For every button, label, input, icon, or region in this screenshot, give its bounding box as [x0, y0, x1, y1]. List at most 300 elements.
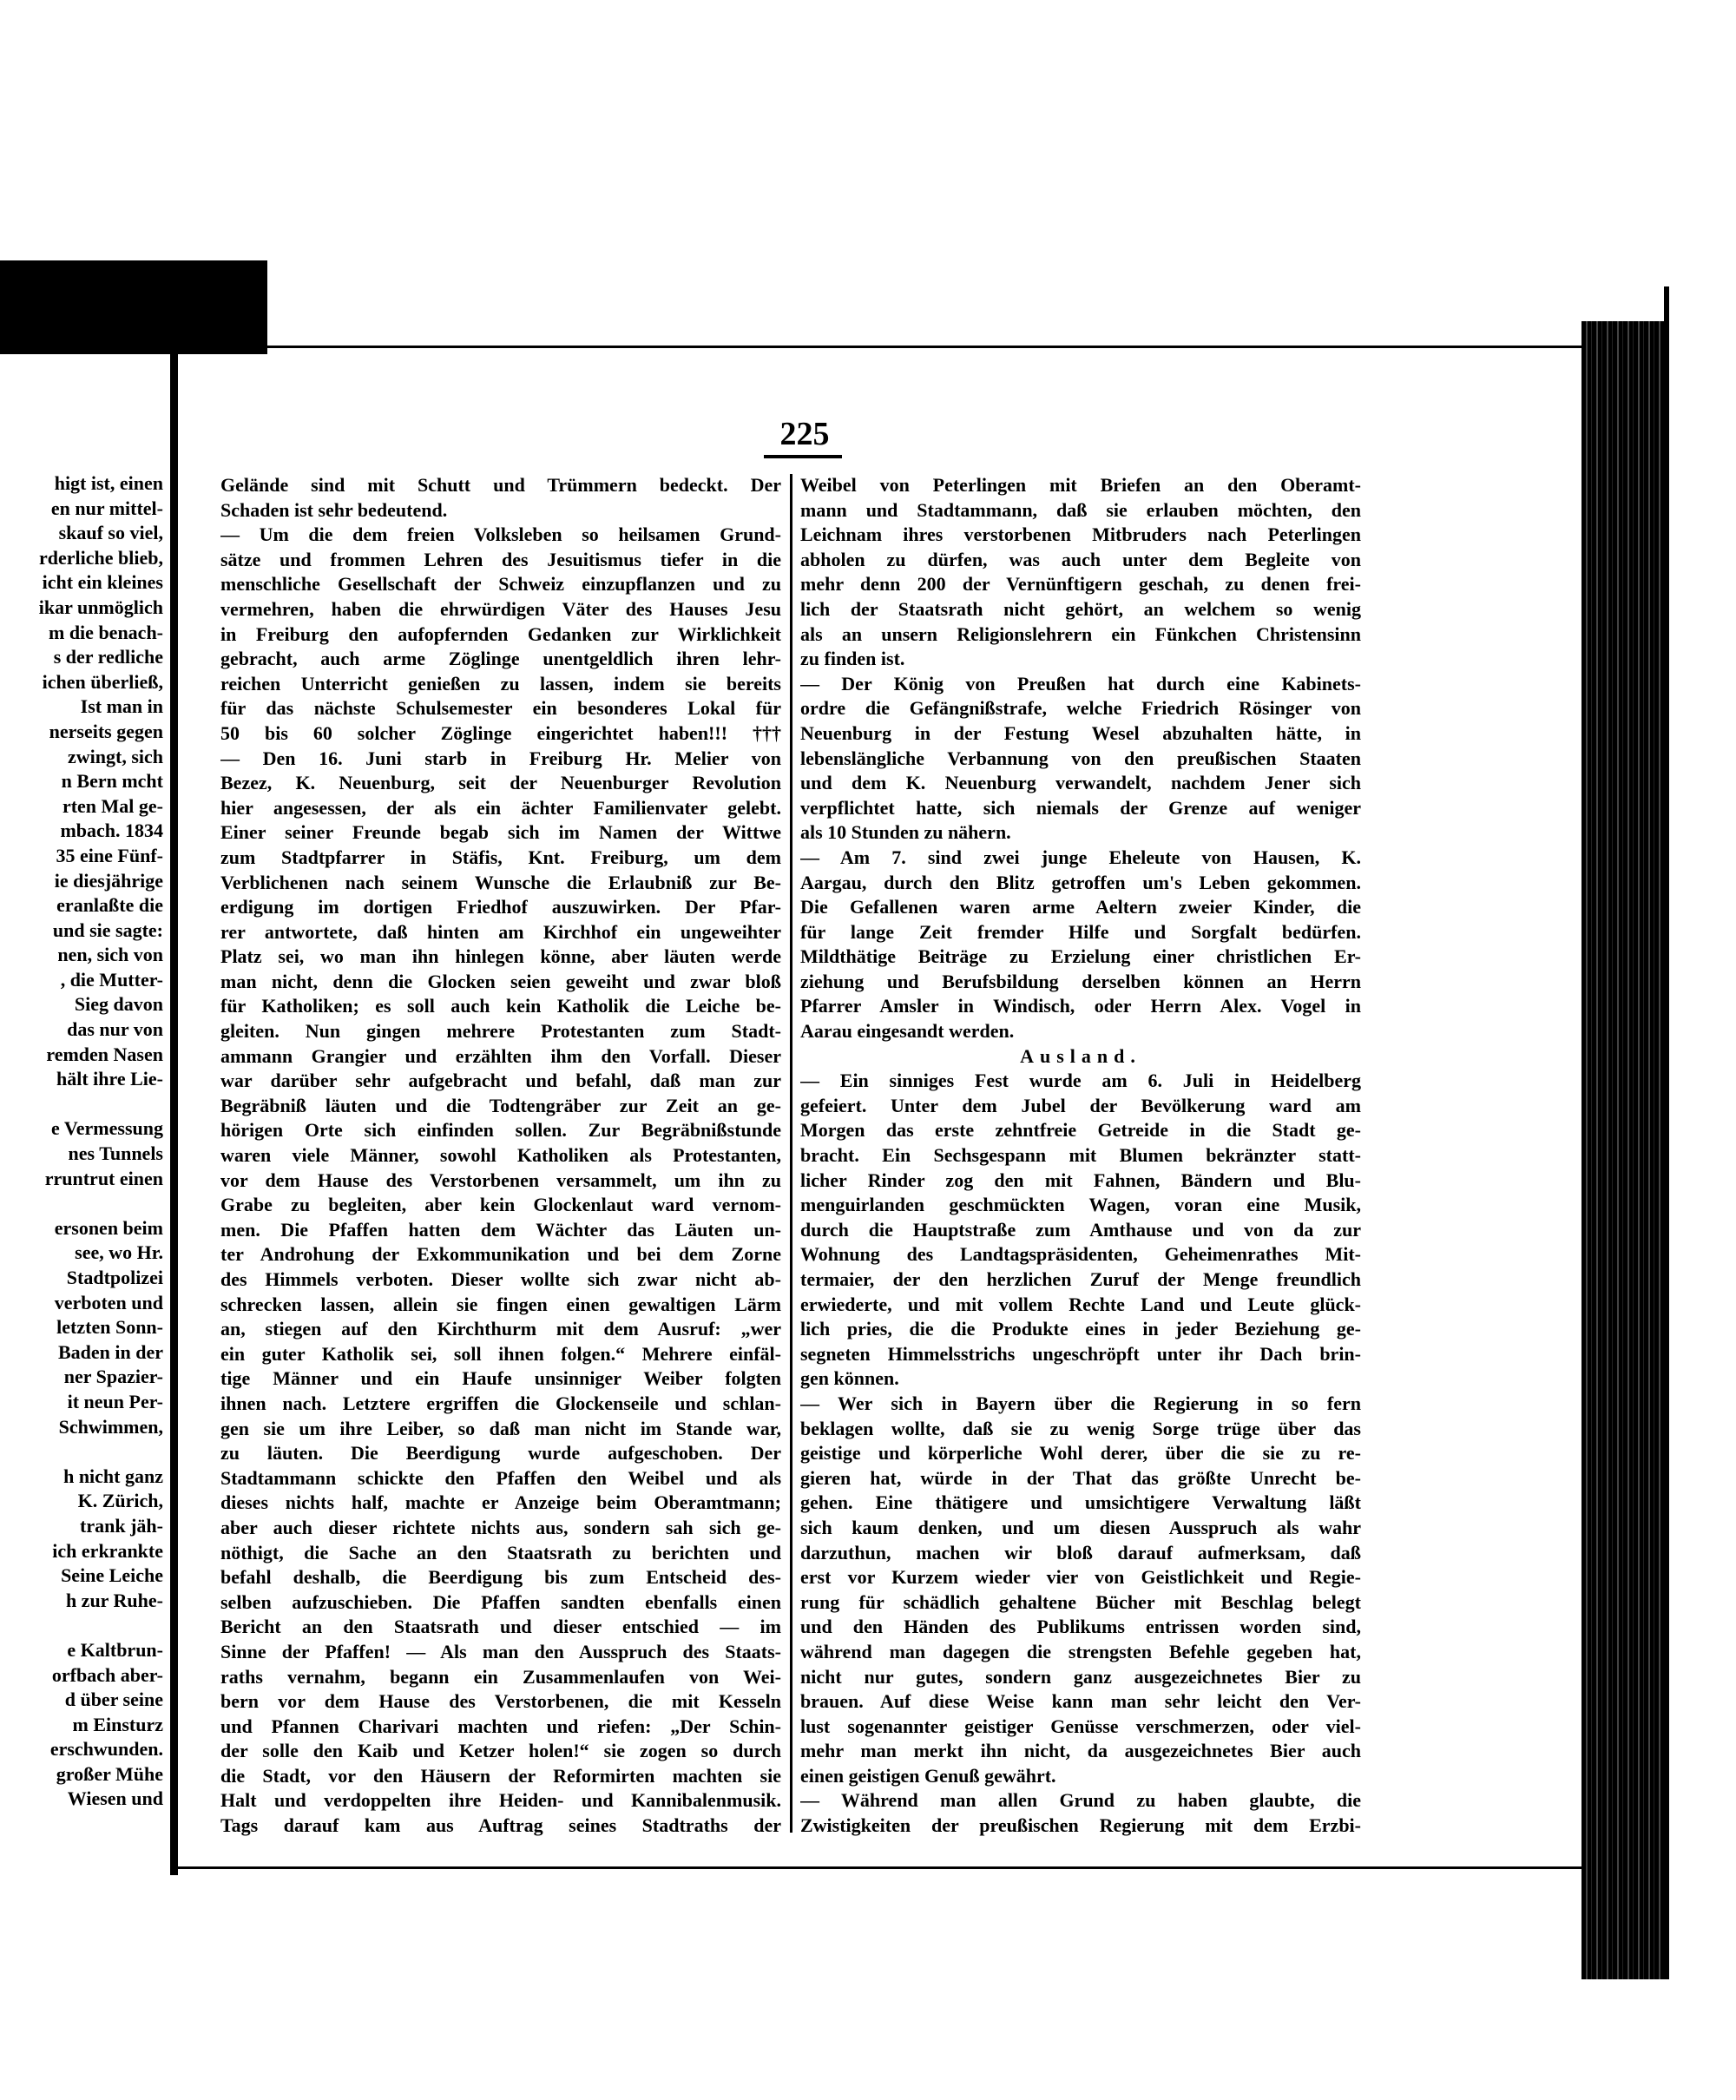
text-line [800, 1739, 1361, 1764]
text-line-text: — Der König von Preußen hat durch eine Kabinets- [800, 672, 1361, 695]
text-line-text: Einer seiner Freunde begab sich im Namen der Wittwe [220, 821, 781, 844]
left-page-text-line [0, 968, 163, 993]
left-page-text-line [0, 1266, 163, 1291]
text-line [800, 1094, 1361, 1119]
text-line-text: rung für schädlich gehaltene Bücher mit Beschlag belegt [800, 1590, 1361, 1613]
book-right-edge [1581, 321, 1664, 1979]
text-line [800, 498, 1361, 523]
left-page-text-line-text: nerseits gegen [49, 720, 163, 742]
text-line-text: menguirlanden geschmückten Wagen, voran eine Musik, [800, 1194, 1361, 1216]
text-line [800, 1267, 1361, 1293]
left-page-text-line [0, 596, 163, 621]
text-line-text: und Pfannen Charivari machten und riefen: „Der Schin- [220, 1715, 781, 1737]
text-line [800, 1814, 1361, 1839]
text-line-text: war darüber sehr aufgebracht und befahl, daß man zur [220, 1070, 781, 1092]
text-line-text: — Während man allen Grund zu haben glaubte, die [800, 1789, 1361, 1812]
text-line-text: Verblichenen nach seinem Wunsche die Erlaubniß zur Be- [220, 871, 781, 893]
text-line-text: Ausland. [1020, 1044, 1141, 1067]
left-page-text-line [0, 1589, 163, 1614]
text-line-text: Stadtammann schickte den Pfaffen den Weibel und als [220, 1466, 781, 1489]
text-line-text: Leichnam ihres verstorbenen Mitbruders nach Peterlingen [800, 523, 1361, 546]
text-line [800, 1788, 1361, 1814]
text-line [220, 970, 781, 995]
left-page-text-line [0, 1613, 163, 1638]
text-line-text: raths vernahm, begann ein Zusammenlaufen von Wei- [220, 1665, 781, 1688]
text-line-text: zu läuten. Die Beerdigung wurde aufgeschoben. Der [220, 1442, 781, 1465]
left-page-text-line-text: nen, sich von [57, 944, 163, 966]
left-page-text-line-text: en nur mittel- [50, 497, 163, 519]
text-line-text: Tags darauf kam aus Auftrag seines Stadtraths der [220, 1814, 781, 1837]
left-page-text-line-text: Seine Leiche [61, 1564, 163, 1587]
text-line [800, 1689, 1361, 1715]
text-line-text: Mildthätige Beiträge zu Erzielung einer christlichen Er- [800, 945, 1361, 968]
text-line [800, 945, 1361, 970]
text-line-text: licher Rinder zog den mit Fahnen, Bändern und Blu- [800, 1168, 1361, 1191]
text-line [800, 1441, 1361, 1466]
text-line-text: einen geistigen Genuß gewährt. [800, 1764, 1056, 1787]
left-page-text-line [0, 943, 163, 968]
left-page-text-line-text: das nur von [67, 1018, 163, 1041]
text-line [220, 1615, 781, 1640]
text-line-text: 50 bis 60 solcher Zöglinge eingerichtet haben!!! ††† [220, 721, 781, 744]
text-line [800, 1715, 1361, 1740]
left-page-text-line-text: higt ist, einen [54, 472, 163, 494]
left-page-text-line-text: letzten Sonn- [56, 1316, 163, 1339]
left-page-text-line [0, 1713, 163, 1738]
text-line-text: verpflichtet hatte, sich niemals der Grenze auf weniger [800, 796, 1361, 819]
text-line-text: Weibel von Peterlingen mit Briefen an den Oberamt- [800, 474, 1361, 496]
left-page-text-line [0, 621, 163, 646]
text-line-text: während man dagegen die strengsten Befehle gegeben hat, [800, 1640, 1361, 1662]
left-page-text-line [0, 1415, 163, 1440]
left-page-text-line [0, 1216, 163, 1241]
left-page-text-line-text: h nicht ganz [63, 1465, 163, 1487]
text-line-text: gefeiert. Unter dem Jubel der Bevölkerung ward am [800, 1094, 1361, 1116]
left-page-text-line [0, 1315, 163, 1340]
text-line-text: des Himmels verboten. Dieser wollte sich zwar nicht ab- [220, 1268, 781, 1290]
left-page-text-line-text: 35 eine Fünf- [56, 844, 163, 866]
left-page-text-line-text: trank jäh- [80, 1514, 163, 1537]
text-line-text: selben aufzuschieben. Die Pfaffen sandten ebenfalls einen [220, 1590, 781, 1613]
text-line [220, 1491, 781, 1516]
left-page-text-line [0, 1787, 163, 1812]
text-line [800, 1640, 1361, 1665]
text-line [800, 1118, 1361, 1143]
text-line [220, 1118, 781, 1143]
text-line [220, 1242, 781, 1267]
text-line-text: rer antwortete, daß hinten am Kirchhof ein ungeweihter [220, 920, 781, 943]
left-page-text-line [0, 1390, 163, 1415]
left-page-text-line [0, 1688, 163, 1713]
text-line [800, 1491, 1361, 1516]
text-line-text: tige Männer und ein Haufe unsinniger Weiber folgten [220, 1367, 781, 1390]
text-line [220, 1019, 781, 1044]
text-line [800, 771, 1361, 796]
text-line [220, 597, 781, 622]
left-page-text-line-text: erschwunden. [49, 1738, 163, 1761]
text-line-text: Aarau eingesandt werden. [800, 1020, 1015, 1043]
text-line [800, 1764, 1361, 1789]
text-line [220, 1441, 781, 1466]
text-line [800, 1069, 1361, 1094]
text-line-text: bern vor dem Hause des Verstorbenen, die mit Kesseln [220, 1690, 781, 1713]
left-page-text-line [0, 1514, 163, 1539]
text-line [800, 1466, 1361, 1491]
text-line-text: Die Gefallenen waren arme Aeltern zweier Kinder, die [800, 896, 1361, 918]
left-page-text-line [0, 1762, 163, 1787]
text-line-text: ziehung und Berufsbildung derselben können an Herrn [800, 970, 1361, 992]
page-number-rule [764, 455, 842, 458]
text-line-text: man nicht, denn die Glocken seien geweiht und zwar bloß [220, 970, 781, 992]
left-page-text-line-text: Baden in der [57, 1340, 163, 1363]
text-line [800, 721, 1361, 747]
text-line-text: darzuthun, machen wir bloß darauf aufmerksam, daß [800, 1541, 1361, 1563]
text-line [800, 523, 1361, 548]
left-page-text-line-text: see, wo Hr. [75, 1241, 163, 1264]
text-line [220, 1342, 781, 1367]
text-line-text: ordre die Gefängnißstrafe, welche Friedrich Rösinger von [800, 697, 1361, 720]
left-page-text-line-text: n Bern mcht [61, 770, 163, 793]
text-line [800, 895, 1361, 920]
text-line [800, 1019, 1361, 1044]
text-line [220, 994, 781, 1019]
left-page-text-line-text: Stadtpolizei [66, 1267, 163, 1288]
left-page-text-line-text: orfbach aber- [51, 1663, 163, 1686]
text-line [800, 1317, 1361, 1342]
text-line [800, 1516, 1361, 1541]
text-line [220, 1069, 781, 1094]
text-line [800, 970, 1361, 995]
left-page-text-line-text: Wiesen und [67, 1787, 163, 1810]
left-page-text-line [0, 1116, 163, 1142]
left-page-text-line [0, 819, 163, 844]
text-line-text: die Stadt, vor den Häusern der Reformirten machten sie [220, 1764, 781, 1787]
text-line [220, 622, 781, 648]
text-line-text: zu finden ist. [800, 648, 905, 670]
text-line [800, 747, 1361, 772]
text-line [220, 1094, 781, 1119]
text-line [220, 721, 781, 747]
left-page-text-line [0, 1365, 163, 1390]
left-page-text-line-text: , die Mutter- [60, 968, 163, 991]
text-line-text: für das nächste Schulsemester ein besonderes Lokal für [220, 697, 781, 720]
text-line-text: gehen. Eine thätigere und umsichtigere Verwaltung läßt [800, 1491, 1361, 1514]
text-line-text: mehr denn 200 der Vernünftigern geschah, zu denen frei- [800, 573, 1361, 596]
text-line [800, 1565, 1361, 1590]
left-page-text-line-text: K. Zürich, [77, 1490, 163, 1512]
text-line [220, 871, 781, 896]
text-line [220, 1417, 781, 1442]
text-line-text: — Um die dem freien Volksleben so heilsamen Grund- [220, 523, 781, 546]
left-page-text-line [0, 1663, 163, 1689]
text-line-text: in Freiburg den aufopfernden Gedanken zur Wirklichkeit [220, 622, 781, 645]
text-line [220, 1317, 781, 1342]
text-line-text: Wohnung des Landtagspräsidenten, Geheimenrathes Mit- [800, 1243, 1361, 1266]
text-line [220, 1814, 781, 1839]
column-separator [790, 474, 792, 1833]
text-line [800, 1665, 1361, 1690]
text-line [220, 1143, 781, 1168]
left-page-text-line-text: icht ein kleines [42, 571, 163, 594]
text-line-text: menschliche Gesellschaft der Schweiz einzupflanzen und zu [220, 573, 781, 596]
column-1 [220, 473, 781, 1839]
left-page-text-line-text: e Kaltbrun- [67, 1638, 163, 1661]
left-page-text-line-text: Schwimmen, [58, 1415, 163, 1438]
left-page-text-line [0, 1340, 163, 1366]
text-line-text: für Katholiken; es soll auch kein Katholik die Leiche be- [220, 995, 781, 1017]
text-line [220, 1739, 781, 1764]
left-page-text-line-text: ich erkrankte [52, 1539, 163, 1562]
text-line [220, 820, 781, 846]
text-line-text: an, stiegen auf den Kirchthurm mit dem Ausruf: „wer [220, 1318, 781, 1340]
text-line [220, 1689, 781, 1715]
text-line-text: Bezez, K. Neuenburg, seit der Neuenburger Revolution [220, 772, 781, 794]
text-line-text: erdigung im dortigen Friedhof auszuwirken. Der Pfar- [220, 896, 781, 918]
left-page-text-line [0, 695, 163, 720]
text-line [220, 1044, 781, 1070]
text-line-text: vor dem Hause des Verstorbenen versammelt, um ihn zu [220, 1168, 781, 1191]
left-page-text-line-text: ichen überließ, [42, 670, 163, 693]
text-line-text: Begräbniß läuten und die Todtengräber zur Zeit an ge- [220, 1094, 781, 1116]
text-line-text: Morgen das erste zehntfreie Getreide in die Stadt ge- [800, 1119, 1361, 1142]
text-line [220, 1665, 781, 1690]
left-page-text-line-text: mbach. 1834 [60, 820, 163, 842]
text-line [800, 994, 1361, 1019]
text-line-text: durch die Hauptstraße zum Amthause und von da zur [800, 1218, 1361, 1241]
left-page-text-line [0, 1241, 163, 1266]
left-page-text-line-text: s der redliche [53, 646, 163, 668]
book-spine [170, 347, 178, 1875]
text-line-text: als an unsern Religionslehrern ein Fünkchen Christensinn [800, 622, 1361, 645]
text-line-text: erst vor Kurzem wieder vier von Geistlichkeit und Regie- [800, 1566, 1361, 1589]
text-line [800, 1218, 1361, 1243]
text-line [220, 895, 781, 920]
scan-dark-corner [0, 260, 267, 354]
left-page-text-line [0, 794, 163, 820]
scan-right-border [1664, 286, 1669, 1979]
text-line-text: lich der Staatsrath nicht gehört, an welchem so wenig [800, 597, 1361, 620]
left-page-text-line [0, 546, 163, 571]
text-line [800, 820, 1361, 846]
text-line-text: Bericht an den Staatsrath und dieser entschied — im [220, 1616, 781, 1638]
left-page-text-line [0, 1291, 163, 1316]
text-line-text: befahl deshalb, die Beerdigung bis zum Entscheid des- [220, 1566, 781, 1589]
left-page-text-line [0, 1092, 163, 1117]
text-line [220, 1565, 781, 1590]
left-page-text-line [0, 869, 163, 894]
text-line-text: erwiederte, und mit vollem Rechte Land und Leute glück- [800, 1293, 1361, 1315]
left-page-text-line-text: ie diesjährige [54, 869, 163, 892]
text-line [220, 1267, 781, 1293]
text-line-text: Zwistigkeiten der preußischen Regierung mit dem Erzbi- [800, 1814, 1361, 1837]
text-line-text: brauen. Auf diese Weise kann man sehr leicht den Ver- [800, 1690, 1361, 1713]
page-number: 225 [779, 416, 830, 452]
left-page-text-line [0, 844, 163, 869]
text-line-text: gen können. [800, 1367, 899, 1390]
text-line-text: nöthigt, die Sache an den Staatsrath zu berichten und [220, 1541, 781, 1563]
text-line [800, 1366, 1361, 1392]
left-page-text-line-text: ner Spazier- [63, 1366, 163, 1388]
left-page-text-line-text: e Vermessung [51, 1117, 163, 1140]
text-line-text: nicht nur gutes, sondern ganz ausgezeichnetes Bier zu [800, 1665, 1361, 1688]
left-page-text-line [0, 1043, 163, 1068]
text-line-text: — Den 16. Juni starb in Freiburg Hr. Melier von [220, 747, 781, 769]
text-line [800, 622, 1361, 648]
left-page-text-line-text: nes Tunnels [68, 1142, 163, 1165]
text-line-text: abholen zu dürfen, was auch unter dem Begleite von [800, 548, 1361, 570]
left-page-text-line [0, 670, 163, 695]
text-line [220, 1193, 781, 1218]
left-page-text-line-text: ersonen beim [54, 1216, 163, 1239]
text-line-text: sätze und frommen Lehren des Jesuitismus tiefer in die [220, 548, 781, 570]
text-line [220, 1541, 781, 1566]
text-line [220, 523, 781, 548]
text-line-text: lebenslängliche Verbannung von den preußischen Staaten [800, 747, 1361, 769]
text-line [220, 1715, 781, 1740]
left-page-text-line [0, 521, 163, 546]
text-line-text: men. Die Pfaffen hatten dem Wächter das Läuten un- [220, 1218, 781, 1241]
text-line-text: mann und Stadtammann, daß sie erlauben möchten, den [800, 498, 1361, 521]
text-line [220, 498, 781, 523]
left-page-text-line [0, 1167, 163, 1192]
left-page-text-line-text: m Einsturz [72, 1713, 163, 1735]
text-line [800, 1541, 1361, 1566]
left-page-text-line-text: ikar unmöglich [38, 596, 163, 618]
text-line [220, 1764, 781, 1789]
left-page-text-line [0, 1465, 163, 1490]
text-line [220, 1590, 781, 1616]
text-line-text: — Ein sinniges Fest wurde am 6. Juli in Heidelberg [800, 1070, 1361, 1092]
left-page-text-line [0, 645, 163, 670]
text-line [800, 647, 1361, 672]
left-page-text-line [0, 1563, 163, 1589]
text-line-text: ein guter Katholik sei, soll ihnen folgen.“ Mehrere einfäl- [220, 1342, 781, 1365]
text-line-text: waren viele Männer, sowohl Katholiken als Protestanten, [220, 1144, 781, 1167]
text-line [220, 920, 781, 945]
left-page-text-line-text: it neun Per- [67, 1390, 163, 1412]
text-line [220, 1366, 781, 1392]
text-line-text: ihnen nach. Letztere ergriffen die Glockenseile und schlan- [220, 1392, 781, 1414]
text-line [220, 945, 781, 970]
text-line-text: Sinne der Pfaffen! — Als man den Ausspruch des Staats- [220, 1640, 781, 1662]
left-page-text-line-text: rderliche blieb, [39, 546, 163, 569]
text-line-text: Gelände sind mit Schutt und Trümmern bedeckt. Der [220, 474, 781, 496]
left-page-text-line-text: m die benach- [49, 621, 163, 643]
text-line [800, 846, 1361, 871]
left-page-text-line [0, 1142, 163, 1167]
section-heading-ausland [800, 1044, 1361, 1070]
text-line-text: hier angesessen, der als ein ächter Familienvater gelebt. [220, 796, 781, 819]
text-line [220, 1218, 781, 1243]
left-page-text-line [0, 1489, 163, 1514]
left-page-text-line [0, 992, 163, 1017]
text-line-text: mehr man merkt ihn nicht, da ausgezeichnetes Bier auch [800, 1740, 1361, 1762]
text-line [800, 597, 1361, 622]
text-line-text: der solle den Kaib und Ketzer holen!“ sie zogen so durch [220, 1740, 781, 1762]
left-page-text-line [0, 918, 163, 944]
text-line [800, 572, 1361, 597]
text-line-text: Halt und verdoppelten ihre Heiden- und Kannibalenmusik. [220, 1789, 781, 1812]
text-line [220, 473, 781, 498]
text-line-text: Grabe zu begleiten, aber kein Glockenlaut ward vernom- [220, 1194, 781, 1216]
text-line [220, 696, 781, 721]
text-line [220, 548, 781, 573]
text-line [800, 696, 1361, 721]
text-line-text: für lange Zeit fremder Hilfe und Sorgfalt bedürfen. [800, 920, 1361, 943]
text-line [220, 1392, 781, 1417]
text-line [220, 1516, 781, 1541]
left-page-text-line-text: Ist man in [80, 695, 163, 718]
left-page-text-line [0, 1737, 163, 1762]
text-line-text: aber auch dieser richtete nichts aus, sondern sah sich ge- [220, 1516, 781, 1538]
left-page-text-line [0, 720, 163, 745]
text-line-text: gieren hat, würde in der That das größte Unrecht be- [800, 1466, 1361, 1489]
left-page-text-line-text: großer Mühe [56, 1762, 163, 1785]
text-line-text: ter Androhung der Exkommunikation und bei dem Zorne [220, 1243, 781, 1266]
text-line [800, 1615, 1361, 1640]
page-top-edge [178, 346, 1593, 348]
text-line-text: — Wer sich in Bayern über die Regierung in so fern [800, 1392, 1361, 1414]
page-bottom-edge [178, 1866, 1584, 1869]
text-line-text: Schaden ist sehr bedeutend. [220, 498, 448, 521]
text-line-text: — Am 7. sind zwei junge Eheleute von Hausen, K. [800, 846, 1361, 868]
text-line [220, 1788, 781, 1814]
text-line [800, 548, 1361, 573]
left-page-text-line [0, 570, 163, 596]
left-page-text-line [0, 497, 163, 522]
text-line-text: beklagen wollte, daß sie zu wenig Sorge trüge über das [800, 1417, 1361, 1439]
text-line [800, 1342, 1361, 1367]
text-line [800, 1193, 1361, 1218]
text-line-text: als 10 Stunden zu nähern. [800, 821, 1011, 844]
left-page-text-line [0, 1191, 163, 1216]
text-line [220, 846, 781, 871]
text-line [800, 1143, 1361, 1168]
text-line [800, 473, 1361, 498]
left-page-text-line [0, 1017, 163, 1043]
text-line-text: Neuenburg in der Festung Wesel abzuhalten hätte, in [800, 721, 1361, 744]
text-line [800, 1590, 1361, 1616]
left-page-text-line-text: remden Nasen [46, 1043, 163, 1065]
left-page-text-line [0, 769, 163, 794]
text-line-text: Pfarrer Amsler in Windisch, oder Herrn Alex. Vogel in [800, 995, 1361, 1017]
text-line [800, 920, 1361, 945]
text-line-text: gen sie um ihre Leiber, so daß man nicht im Stande war, [220, 1417, 781, 1439]
left-page-text-line [0, 745, 163, 770]
text-line [800, 1392, 1361, 1417]
text-line [800, 672, 1361, 697]
left-page-text-line-text: eranlaßte die [56, 894, 163, 917]
left-page-text-line-text: rruntrut einen [44, 1167, 163, 1189]
text-line [220, 1293, 781, 1318]
left-page-text-line [0, 1638, 163, 1663]
text-line [220, 1466, 781, 1491]
text-line-text: segneten Himmelsstrichs ungeschröpft unter ihr Dach brin- [800, 1342, 1361, 1365]
text-line [800, 1417, 1361, 1442]
text-line [220, 572, 781, 597]
left-page-text-line-text: Sieg davon [74, 993, 163, 1016]
left-page-text-line-text: d über seine [64, 1689, 163, 1711]
text-line-text: sich kaum denken, und um diesen Ausspruch als wahr [800, 1516, 1361, 1538]
text-line [220, 796, 781, 821]
left-page-text-line-text: hält ihre Lie- [56, 1068, 163, 1090]
text-line-text: gebracht, auch arme Zöglinge unentgeldlich ihren lehr- [220, 648, 781, 670]
text-line-text: und dem K. Neuenburg verwandelt, nachdem Jener sich [800, 772, 1361, 794]
text-line [800, 1293, 1361, 1318]
text-line [220, 672, 781, 697]
text-line-text: gleiten. Nun gingen mehrere Protestanten zum Stadt- [220, 1020, 781, 1043]
text-line-text: vermehren, haben die ehrwürdigen Väter des Hauses Jesu [220, 597, 781, 620]
